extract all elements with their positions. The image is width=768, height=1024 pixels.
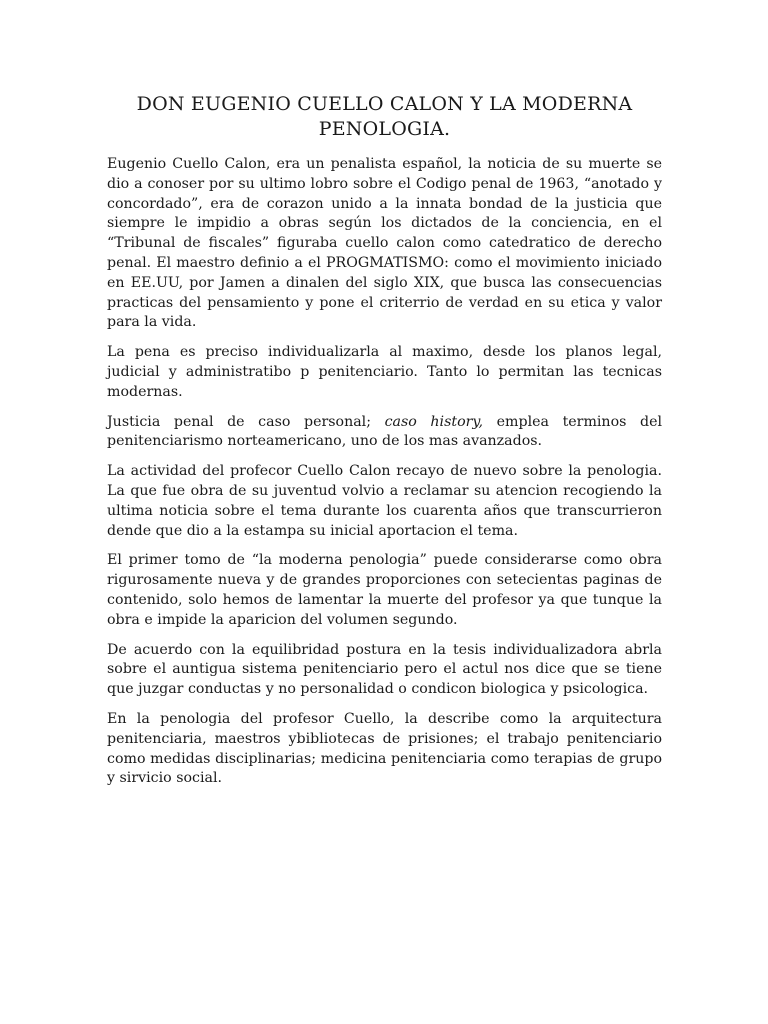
paragraph-7: En la penologia del profesor Cuello, la describe como la arquitectura penitenciaria, maestros ybibliotecas de prisiones; el trabajo penitenciario como medidas disciplinarias; medicina penitenciaria como terapias de grupo y sirvicio social.: [107, 710, 662, 787]
paragraph-2: La pena es preciso individualizarla al maximo, desde los planos legal, judicial y administratibo p penitenciario. Tanto lo permitan las tecnicas modernas.: [107, 344, 662, 400]
document-page: [107, 92, 662, 799]
paragraph-1: Eugenio Cuello Calon, era un penalista español, la noticia de su muerte se dio a conoser por su ultimo lobro sobre el Codigo penal de 1963, “anotado y concordado”, era de corazon unido a la innata bondad de la justicia que siempre le impidio a obras según los dictados de la conciencia, en el “Tribunal de fiscales” figuraba cuello calon como catedratico de derecho penal. El maestro definio a el PROGMATISMO: como el movimiento iniciado en EE.UU, por Jamen a dinalen del siglo XIX, que busca las consecuencias practicas del pensamiento y pone el criterrio de verdad en su etica y valor para la vida.: [107, 156, 662, 331]
document-title: DON EUGENIO CUELLO CALON Y LA MODERNA PENOLOGIA.: [136, 93, 633, 140]
paragraph-3-tail: emplea terminos del penitenciarismo norteamericano, uno de los mas avanzados.: [107, 413, 663, 450]
paragraph-5: El primer tomo de “la moderna penologia” puede considerarse como obra rigurosamente nueva y de grandes proporciones con setecientas paginas de contenido, solo hemos de lamentar la muerte del profesor ya que tunque la obra e impide la aparicion del volumen segundo.: [107, 552, 662, 628]
paragraph-3-italic-term: caso history,: [384, 413, 484, 430]
paragraph-3: [107, 413, 662, 453]
paragraph-6: De acuerdo con la equilibridad postura en la tesis individualizadora abrla sobre el auntigua sistema penitenciario pero el actul nos dice que se tiene que juzgar conductas y no personalidad o condicon biologica y psicologica.: [107, 641, 662, 698]
paragraph-3-lead: Justicia penal de caso personal;: [107, 413, 385, 430]
paragraph-4: La actividad del profecor Cuello Calon recayo de nuevo sobre la penologia. La que fue obra de su juventud volvio a reclamar su atencion recogiendo la ultima noticia sobre el tema durante los cuarenta años que transcurrieron dende que dio a la estampa su inicial aportacion el tema.: [107, 463, 662, 539]
